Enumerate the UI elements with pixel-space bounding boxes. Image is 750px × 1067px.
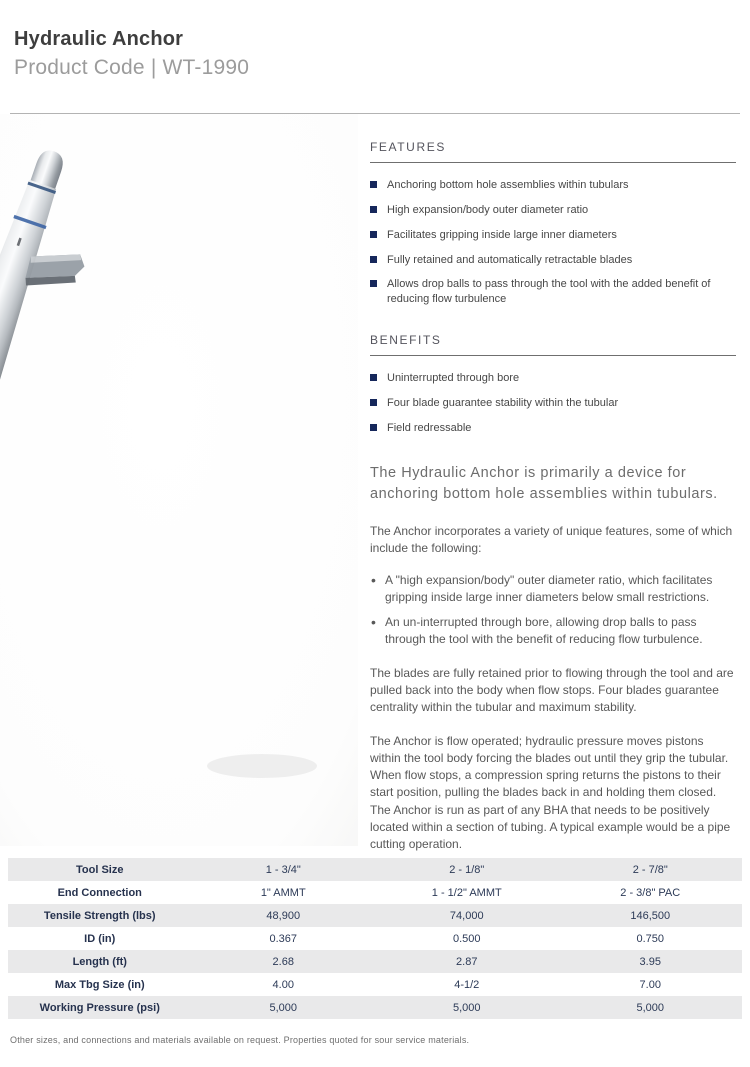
row-value: 2.87 bbox=[456, 955, 478, 968]
product-code-subtitle: Product Code | WT-1990 bbox=[14, 56, 250, 79]
feature-text: Allows drop balls to pass through the tool with the added benefit of reducing flow turbulence bbox=[387, 278, 711, 306]
row-value: 5,000 bbox=[269, 1001, 298, 1014]
table-row bbox=[8, 904, 742, 927]
row-value: 1 - 3/4" bbox=[265, 863, 301, 876]
row-value: 2 - 1/8" bbox=[449, 863, 485, 876]
hydraulic-anchor-image bbox=[0, 114, 358, 846]
spec-table bbox=[8, 858, 742, 1019]
product-title: Hydraulic Anchor bbox=[14, 28, 184, 50]
row-value: 1 - 1/2" AMMT bbox=[431, 886, 502, 899]
table-row bbox=[8, 973, 742, 996]
row-label: Max Tbg Size (in) bbox=[54, 978, 145, 991]
row-value: 1" AMMT bbox=[260, 886, 306, 899]
benefit-item bbox=[370, 396, 736, 411]
description-bullet-list bbox=[370, 572, 736, 648]
square-bullet-icon bbox=[370, 424, 377, 431]
tool-shadow bbox=[207, 754, 317, 778]
row-value: 2.68 bbox=[272, 955, 294, 968]
table-row bbox=[8, 881, 742, 904]
benefit-text: Four blade guarantee stability within the tubular bbox=[387, 396, 619, 409]
square-bullet-icon bbox=[370, 399, 377, 406]
row-label: Working Pressure (psi) bbox=[39, 1001, 160, 1014]
benefit-text: Field redressable bbox=[387, 421, 472, 434]
row-value: 5,000 bbox=[452, 1001, 481, 1014]
description-bullet-item: • An un-interrupted through bore, allowing drop balls to pass through the tool with the benefit of reducing flow turbulence. bbox=[370, 614, 736, 648]
benefits-heading: BENEFITS bbox=[370, 333, 736, 356]
feature-text: High expansion/body outer diameter ratio bbox=[387, 203, 589, 216]
footnote: Other sizes, and connections and materials available on request. Properties quoted for sour service materials. bbox=[10, 1035, 470, 1045]
row-value: 5,000 bbox=[636, 1001, 665, 1014]
benefit-text: Uninterrupted through bore bbox=[387, 372, 520, 385]
feature-item bbox=[370, 228, 736, 243]
intro-paragraph: The Hydraulic Anchor is primarily a device for anchoring bottom hole assemblies within tubulars. bbox=[370, 464, 718, 503]
row-value: 4-1/2 bbox=[454, 978, 480, 991]
row-value: 2 - 7/8" bbox=[632, 863, 668, 876]
benefit-item bbox=[370, 421, 736, 436]
benefits-list bbox=[370, 371, 736, 436]
feature-text: Anchoring bottom hole assemblies within tubulars bbox=[387, 179, 629, 191]
page-header bbox=[0, 0, 750, 80]
row-value: 4.00 bbox=[272, 978, 294, 991]
feature-item bbox=[370, 253, 736, 268]
product-photo-area bbox=[0, 114, 358, 854]
square-bullet-icon bbox=[370, 206, 377, 213]
row-value: 0.367 bbox=[269, 932, 298, 945]
text-column bbox=[358, 114, 742, 854]
feature-text: Facilitates gripping inside large inner diameters bbox=[387, 228, 617, 241]
benefit-item bbox=[370, 371, 736, 386]
square-bullet-icon bbox=[370, 280, 377, 287]
description-paragraph: The blades are fully retained prior to flowing through the tool and are pulled back into the body when flow stops. Four blades guarantee centrality within the tubular and maximum stability. bbox=[370, 666, 734, 715]
photo-background bbox=[0, 114, 358, 846]
table-row bbox=[8, 996, 742, 1019]
square-bullet-icon bbox=[370, 374, 377, 381]
table-row bbox=[8, 858, 742, 881]
table-row bbox=[8, 950, 742, 973]
row-value: 48,900 bbox=[266, 909, 301, 922]
row-value: 7.00 bbox=[639, 978, 661, 991]
row-label: Tensile Strength (lbs) bbox=[43, 909, 156, 922]
square-bullet-icon bbox=[370, 256, 377, 263]
features-list bbox=[370, 178, 736, 307]
row-value: 146,500 bbox=[630, 909, 671, 922]
description-paragraph: The Anchor is flow operated; hydraulic pressure moves pistons within the tool body forcing the blades out until they grip the tubular. When flow stops, a compression spring returns the pistons to their start position, pulling the blades back in and holding them closed. The Anchor is run as part of any BHA that needs to be positively located within a section of tubing. A typical example would be a pipe cutting operation. bbox=[370, 734, 731, 851]
square-bullet-icon bbox=[370, 231, 377, 238]
feature-item bbox=[370, 178, 736, 193]
feature-item bbox=[370, 203, 736, 218]
description-paragraph: The Anchor incorporates a variety of unique features, some of which include the following: bbox=[370, 524, 733, 556]
feature-text: Fully retained and automatically retractable blades bbox=[387, 253, 633, 266]
table-row bbox=[8, 927, 742, 950]
row-value: 2 - 3/8" PAC bbox=[620, 886, 681, 899]
features-heading: FEATURES bbox=[370, 140, 736, 163]
row-label: Tool Size bbox=[76, 863, 124, 876]
description-bullet-item: • A "high expansion/body" outer diameter ratio, which facilitates gripping inside large inner diameters below small restrictions. bbox=[370, 572, 736, 606]
row-label: ID (in) bbox=[84, 932, 116, 945]
row-value: 0.500 bbox=[452, 932, 481, 945]
row-value: 74,000 bbox=[449, 909, 484, 922]
square-bullet-icon bbox=[370, 181, 377, 188]
row-value: 0.750 bbox=[636, 932, 665, 945]
main-content bbox=[0, 114, 750, 854]
row-label: End Connection bbox=[57, 886, 142, 899]
row-value: 3.95 bbox=[639, 955, 661, 968]
feature-item bbox=[370, 277, 736, 307]
row-label: Length (ft) bbox=[72, 955, 127, 968]
